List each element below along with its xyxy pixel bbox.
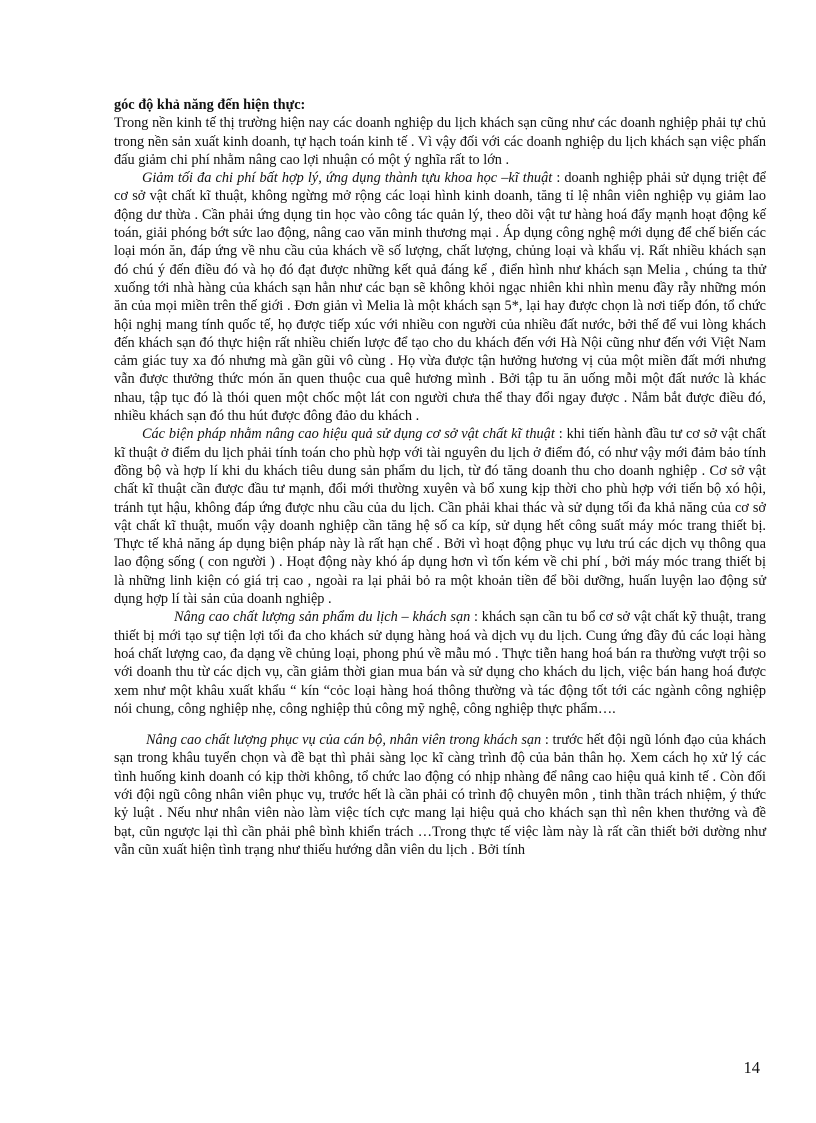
paragraph-title: Nâng cao chất lượng sản phẩm du lịch – khách sạn: [174, 609, 471, 626]
paragraph-product-quality: [114, 608, 766, 718]
section-heading: góc độ khả năng đến hiện thực:: [114, 97, 306, 113]
paragraph-body: : khách sạn cần tu bổ cơ sở vật chất kỹ thuật, trang thiết bị mới tạo sự tiện lợi tối đa cho khách sử dụng hàng hoá và dịch vụ du lịch. Cung ứng đầy đủ các loại hàng hoá chất lượng cao, đa dạng về chủng loại, phong phú về mẫu mó . Thực tiễn hang hoá bán ra thường vượt trội so với doanh thu từ các dịch vụ, cần giảm thời gian mua bán và sử dụng cho khách du lịch, việc bán hang hoá được xem như một khâu xuất khẩu “ kín “cỏc loại hàng hoá thông thường và tác động tốt tới các ngành công nghiệp nói chung, công nghiệp nhẹ, công nghiệp thủ công mỹ nghệ, công nghiệp thực phẩm….: [114, 609, 766, 717]
paragraph-facilities: [114, 425, 766, 608]
intro-paragraph: Trong nền kinh tế thị trường hiện nay các doanh nghiệp du lịch khách sạn cũng như các doanh nghiệp phải tự chủ trong nền sản xuất kinh doanh, tự hạch toán kinh tế . Vì vậy đối với các doanh nghiệp du lịch khách sạn việc phấn đấu giảm chi phí nhằm nâng cao lợi nhuận có một ý nghĩa rất to lớn .: [114, 115, 766, 168]
page-number: 14: [743, 1058, 760, 1077]
paragraph-cost-reduction: [114, 169, 766, 425]
paragraph-title: Các biện pháp nhằm nâng cao hiệu quả sử dụng cơ sở vật chất kĩ thuật: [142, 426, 555, 443]
paragraph-body: : trước hết đội ngũ lónh đạo của khách sạn trong khâu tuyển chọn và đề bạt thì phải sàng lọc kĩ càng trình độ của bản thân họ. Xem cách họ xử lý các tình huống kinh doanh có kịp thời không, tổ chức lao động có nhịp nhàng để nâng cao hiệu quả kinh tế . Còn đối với đội ngũ công nhân viên phục vụ, trước hết là cần phải có trình độ chuyên môn , tinh thần trách nhiệm, ý thức kỷ luật . Nếu như nhân viên nào làm việc tích cực mang lại hiệu quả cho khách sạn thì nên khen thưởng và đề bạt, cũn ngược lại thì cần phải phê bình khiển trách …Trong thực tế việc làm này là rất cần thiết bởi dường như vẫn cũn xuất hiện tình trạng như thiếu hướng dẫn viên du lịch . Bởi tính: [114, 732, 766, 858]
paragraph-title: Giảm tối đa chi phí bất hợp lý, ứng dụng thành tựu khoa học –kĩ thuật: [142, 170, 553, 187]
document-body: [114, 96, 766, 859]
paragraph-service-quality: [114, 731, 766, 859]
paragraph-body: : doanh nghiệp phải sử dụng triệt để cơ sở vật chất kĩ thuật, không ngừng mở rộng các loại hình kinh doanh, tăng tỉ lệ nhân viên nghiệp vụ giảm lao động dư thừa . Cần phải ứng dụng tin học vào công tác quản lý, theo dõi vật tư hàng hoá đẩy mạnh hoạt động kế toán, giải phóng bớt sức lao động, nâng cao văn minh thương mại . Áp dụng công nghệ mới dụng để chế biến các loại món ăn, đáp ứng về nhu cầu của khách về số lượng, chất lượng, chủng loại và khẩu vị. Rất nhiều khách sạn đó chú ý đến điều đó và họ đó đạt được những kết quả đáng kể , điển hình như khách sạn Melia , chúng ta thử xuống tới nhà hàng của khách sạn hẳn như các bạn sẽ không khỏi ngạc nhiên khi nhìn menu đầy rẫy những món ăn của mọi miền trên thế giới . Đơn giản vì Melia là một khách sạn 5*, lại hay được chọn là nơi tiếp đón, tổ chức hội nghị mang tính quốc tế, họ được tiếp xúc với nhiều con người của nhiều đất nước, bởi thế để vui lòng khách đến khách sạn đó thực hiện rất nhiều chiến lược để tạo cho du khách đến với Hà Nội cũng như đến với Việt Nam cảm giác tuy xa đó nhưng mà gần gũi vô cùng . Họ vừa được tận hưởng hương vị của một miền đất mới nhưng vẫn được thưởng thức món ăn quen thuộc cua quê hương mình . Bởi tập tu ăn uống mỗi một đất nước là khác nhau, tập tục đó là thói quen một chốc một lát con người chưa thể thay đổi ngay được . Nắm bắt được điều đó, nhiều khách sạn đó thu hút được đông đảo du khách .: [114, 170, 766, 425]
paragraph-title: Nâng cao chất lượng phục vụ của cán bộ, nhân viên trong khách sạn: [146, 732, 542, 749]
paragraph-body: : khi tiến hành đầu tư cơ sở vật chất kĩ thuật ở điểm du lịch phải tính toán cho phù hợp với tài nguyên du lịch ở điểm đó, có như vậy mới đảm bảo tính đồng bộ và hợp lí khi du khách tiêu dung sản phẩm du lịch, từ đó tăng doanh thu cho doanh nghiệp . Cơ sở vật chất kĩ thuật cần được đầu tư mạnh, đổi mới thường xuyên và bổ xung kịp thời cho phù hợp với tiến bộ xó hội, tránh tụt hậu, không đáp ứng được nhu cầu của du lịch. Cần phải khai thác và sử dụng tối đa khả năng của cơ sở vật chất kĩ thuật, muốn vậy doanh nghiệp cần tăng hệ số ca kíp, sử dụng hết công suất máy móc trang thiết bị. Thực tế khả năng áp dụng biện pháp này là rất hạn chế . Bởi vì hoạt động phục vụ lưu trú các dịch vụ thông qua lao động sống ( con người ) . Hoạt động này khó áp dụng hơn vì tốn kém về chi phí , bởi máy móc trang thiết bị là những linh kiện có giá trị cao , ngoài ra lại phải bỏ ra một khoản tiền để bồi dưỡng, huấn luyện lao động sử dụng hợp lí tài sản của doanh nghiệp .: [114, 426, 766, 608]
